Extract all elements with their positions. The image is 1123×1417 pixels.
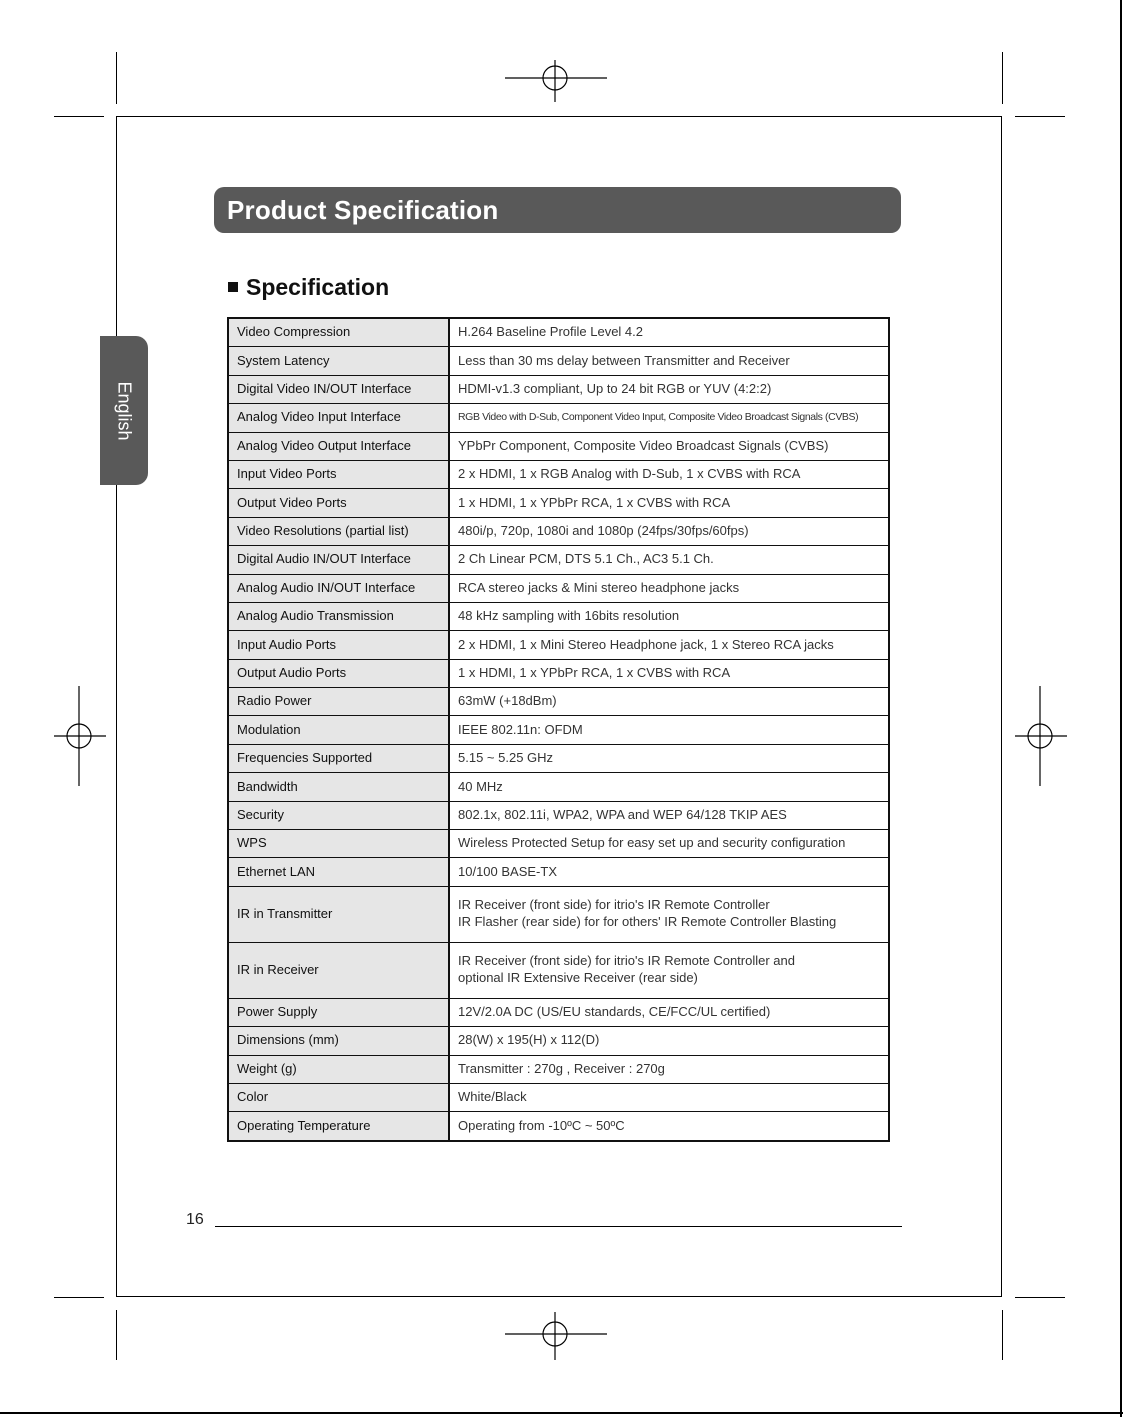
spec-value [449,942,889,998]
spec-label: IR in Transmitter [228,886,449,942]
spec-value-line: IR Receiver (front side) for itrio's IR Remote Controller and [458,953,795,969]
spec-label: WPS [228,830,449,858]
spec-label: System Latency [228,347,449,375]
table-row [228,489,889,517]
table-row [228,347,889,375]
spec-value: White/Black [449,1083,889,1111]
crop-mark [116,1310,117,1360]
spec-value: 1 x HDMI, 1 x YPbPr RCA, 1 x CVBS with RCA [449,489,889,517]
crop-mark [1015,1297,1065,1298]
square-bullet-icon [228,282,238,292]
spec-value: 5.15 ~ 5.25 GHz [449,744,889,772]
table-row [228,1055,889,1083]
table-row [228,744,889,772]
spec-label: Modulation [228,716,449,744]
table-row [228,830,889,858]
spec-label: Input Audio Ports [228,631,449,659]
spec-label: Analog Video Input Interface [228,404,449,432]
spec-label: Weight (g) [228,1055,449,1083]
spec-label: Power Supply [228,998,449,1026]
spec-label: Ethernet LAN [228,858,449,886]
table-row [228,688,889,716]
table-row [228,998,889,1026]
section-heading [228,274,389,301]
table-row [228,886,889,942]
spec-value: 12V/2.0A DC (US/EU standards, CE/FCC/UL certified) [449,998,889,1026]
spec-value: Wireless Protected Setup for easy set up and security configuration [449,830,889,858]
spec-value: IEEE 802.11n: OFDM [449,716,889,744]
spec-label: Video Compression [228,318,449,347]
spec-label: Operating Temperature [228,1112,449,1141]
table-row [228,659,889,687]
spec-label: Digital Audio IN/OUT Interface [228,546,449,574]
spec-value: 2 Ch Linear PCM, DTS 5.1 Ch., AC3 5.1 Ch. [449,546,889,574]
section-heading-text: Specification [246,274,390,300]
spec-value: HDMI-v1.3 compliant, Up to 24 bit RGB or YUV (4:2:2) [449,375,889,403]
spec-label: Frequencies Supported [228,744,449,772]
table-row [228,631,889,659]
table-row [228,1112,889,1141]
table-row [228,375,889,403]
spec-value: 802.1x, 802.11i, WPA2, WPA and WEP 64/128 TKIP AES [449,801,889,829]
spec-label: Color [228,1083,449,1111]
table-row [228,318,889,347]
spec-value: H.264 Baseline Profile Level 4.2 [449,318,889,347]
page-title: Product Specification [227,195,499,225]
spec-value: 480i/p, 720p, 1080i and 1080p (24fps/30fps/60fps) [449,517,889,545]
spec-label: IR in Receiver [228,942,449,998]
spec-value: Operating from -10ºC ~ 50ºC [449,1112,889,1141]
crop-mark [54,1297,104,1298]
spec-label: Radio Power [228,688,449,716]
table-row [228,1027,889,1055]
spec-table [227,317,890,1142]
table-row [228,801,889,829]
registration-mark-left [54,686,106,786]
scan-edge-right [1120,0,1122,1417]
spec-label: Input Video Ports [228,460,449,488]
table-row [228,1083,889,1111]
table-row [228,942,889,998]
registration-mark-top [505,60,607,102]
crop-mark [1015,116,1065,117]
spec-value [449,886,889,942]
scan-edge-bottom [0,1412,1123,1414]
registration-mark-bottom [505,1312,607,1360]
spec-value-line: optional IR Extensive Receiver (rear side) [458,970,698,986]
table-row [228,716,889,744]
language-tab [100,336,148,485]
crop-mark [1002,1310,1003,1360]
spec-label: Analog Audio IN/OUT Interface [228,574,449,602]
table-row [228,546,889,574]
spec-label: Analog Audio Transmission [228,602,449,630]
table-row [228,574,889,602]
table-row [228,517,889,545]
spec-value: 10/100 BASE-TX [449,858,889,886]
spec-label: Bandwidth [228,773,449,801]
page-number: 16 [186,1211,204,1228]
crop-mark [54,116,104,117]
spec-value: 63mW (+18dBm) [449,688,889,716]
spec-value: 2 x HDMI, 1 x Mini Stereo Headphone jack, 1 x Stereo RCA jacks [449,631,889,659]
spec-value: 48 kHz sampling with 16bits resolution [449,602,889,630]
spec-label: Output Audio Ports [228,659,449,687]
crop-mark [116,52,117,104]
spec-value: 40 MHz [449,773,889,801]
table-row [228,432,889,460]
spec-value: YPbPr Component, Composite Video Broadcast Signals (CVBS) [449,432,889,460]
spec-value: 28(W) x 195(H) x 112(D) [449,1027,889,1055]
spec-value: Transmitter : 270g , Receiver : 270g [449,1055,889,1083]
spec-value: RCA stereo jacks & Mini stereo headphone jacks [449,574,889,602]
footer-rule [215,1226,902,1227]
table-row [228,602,889,630]
table-row [228,460,889,488]
spec-label: Analog Video Output Interface [228,432,449,460]
registration-mark-right [1015,686,1067,786]
spec-value-line: IR Receiver (front side) for itrio's IR Remote Controller [458,897,770,913]
table-row [228,404,889,432]
spec-label: Output Video Ports [228,489,449,517]
spec-value: Less than 30 ms delay between Transmitter and Receiver [449,347,889,375]
spec-label: Digital Video IN/OUT Interface [228,375,449,403]
spec-value: RGB Video with D-Sub, Component Video Input, Composite Video Broadcast Signals (CVBS) [449,404,889,432]
spec-label: Dimensions (mm) [228,1027,449,1055]
spec-value-line: IR Flasher (rear side) for for others' IR Remote Controller Blasting [458,914,837,930]
table-row [228,858,889,886]
spec-value: 2 x HDMI, 1 x RGB Analog with D-Sub, 1 x CVBS with RCA [449,460,889,488]
spec-label: Security [228,801,449,829]
language-tab-label: English [114,380,135,441]
spec-value: 1 x HDMI, 1 x YPbPr RCA, 1 x CVBS with RCA [449,659,889,687]
title-bar [214,187,901,233]
crop-mark [1002,52,1003,104]
spec-label: Video Resolutions (partial list) [228,517,449,545]
table-row [228,773,889,801]
